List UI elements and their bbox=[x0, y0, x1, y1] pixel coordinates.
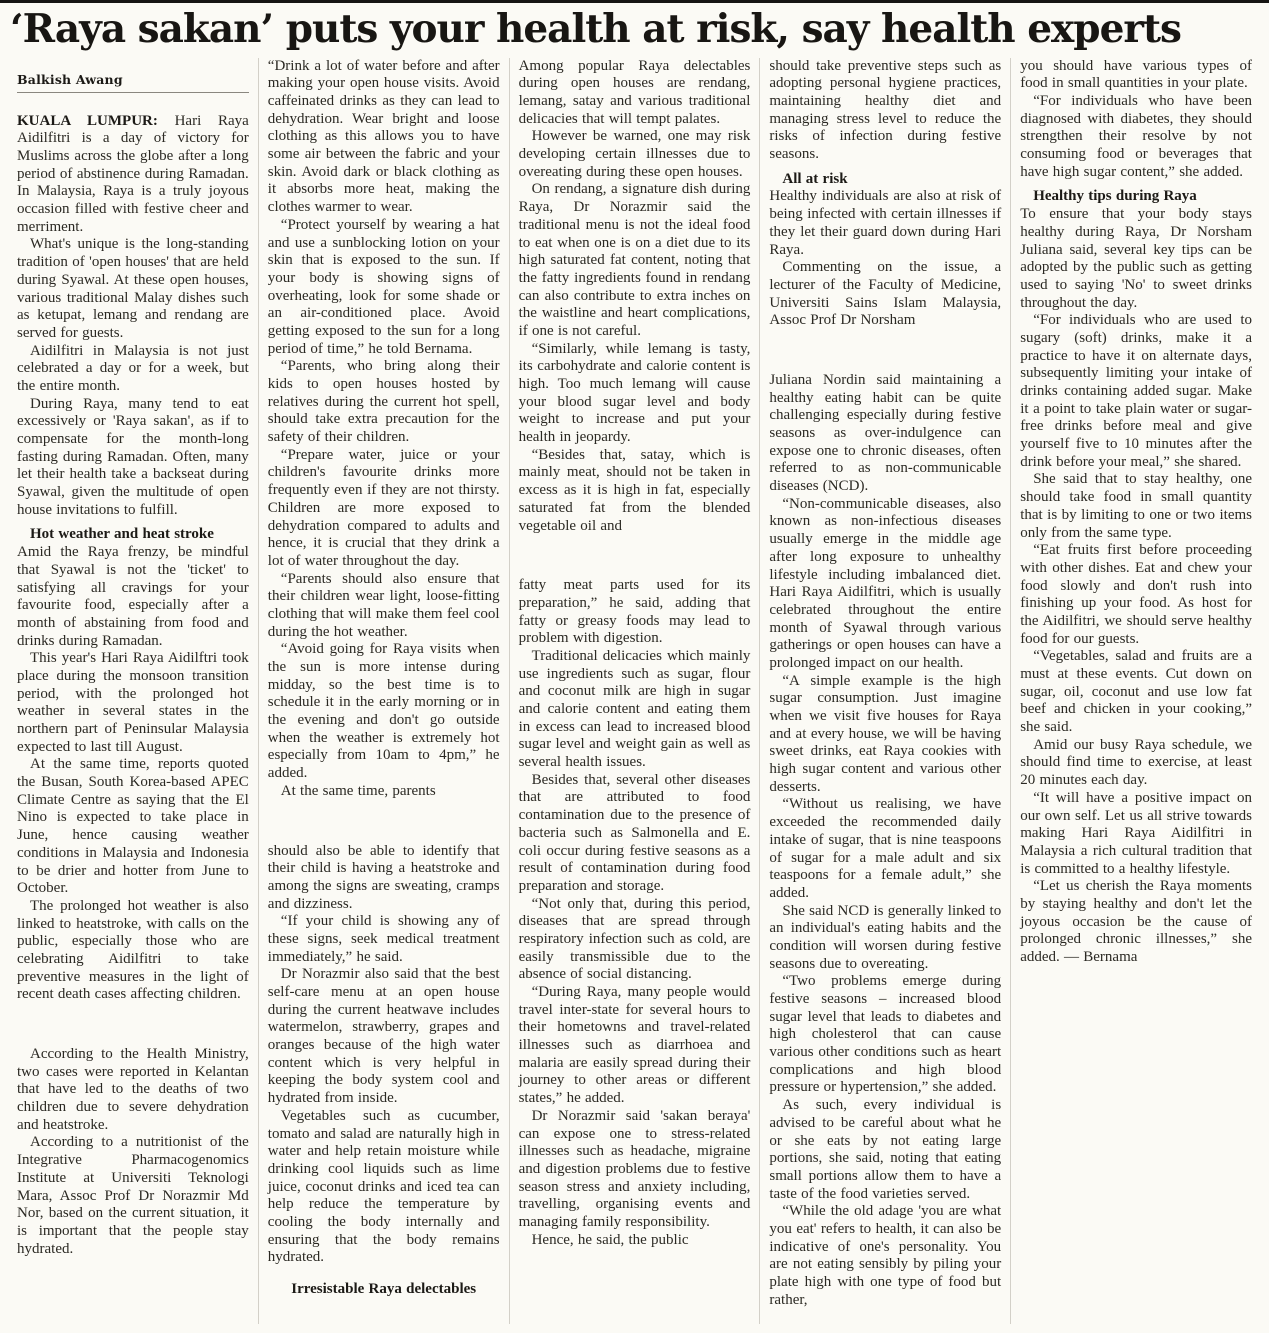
subheading: Healthy tips during Raya bbox=[1033, 188, 1197, 205]
paragraph: She said NCD is generally linked to an individual's eating habits and the condition will worsen during festive seasons due to overeating. bbox=[769, 902, 1002, 972]
subheading: Hot weather and heat stroke bbox=[30, 526, 214, 543]
paragraph: However be warned, one may risk developing certain illnesses due to overeating during these open houses. bbox=[518, 128, 751, 180]
paragraph: “Two problems emerge during festive seasons – increased blood sugar level that leads to diabetes and high cholesterol that can cause various other conditions such as heart complications and high blood pressure or hypertension,” she added. bbox=[769, 973, 1002, 1096]
paragraph: Among popular Raya delectables during open houses are rendang, lemang, satay and various traditional delicacies that will tempt palates. bbox=[518, 57, 751, 127]
column-3 bbox=[510, 58, 761, 1324]
paragraph: Juliana Nordin said maintaining a healthy eating habit can be quite challenging especially during festive seasons as over-indulgence can expose one to chronic diseases, often referred to as non-communicable diseases (NCD). bbox=[769, 371, 1002, 495]
paragraph: “Prepare water, juice or your children's favourite drinks more frequently even if they are not thirsty. Children are more exposed to dehydration compared to adults and hence, it is crucial that they drink a lot of water throughout the day. bbox=[267, 446, 500, 569]
paragraph: “It will have a positive impact on our own self. Let us all strive towards making Hari Raya Aidilfitri in Malaysia a rich cultural tradition that is committed to a healthy lifestyle. bbox=[1020, 789, 1252, 877]
paragraph: you should have various types of food in small quantities in your plate. bbox=[1020, 57, 1252, 92]
paragraph: “Avoid going for Raya visits when the sun is more intense during midday, so the best time is to schedule it in the early morning or in the evening and don't go outside when the weather is extremely hot especially from 10am to 4pm,” he added. bbox=[267, 641, 500, 782]
column-4-text bbox=[769, 58, 1001, 1310]
column-4 bbox=[760, 58, 1011, 1324]
paragraph: Amid the Raya frenzy, be mindful that Syawal is not the 'ticket' to satisfying all cravings for your favourite food, especially after a month of abstaining from food and drinks during Ramadan. bbox=[17, 544, 249, 649]
paragraph: As such, every individual is advised to be careful about what he or she eats by not eating large portions, she said, noting that eating small portions allow them to have a taste of the food varieties served. bbox=[769, 1097, 1002, 1202]
image-gap bbox=[769, 330, 1001, 372]
paragraph: “Not only that, during this period, diseases that are spread through respiratory infection such as cold, are easily transmissible due to the absence of social distancing. bbox=[518, 895, 751, 983]
article-headline: ‘Raya sakan’ puts your health at risk, say health experts bbox=[10, 6, 1181, 52]
image-gap bbox=[17, 1004, 249, 1046]
paragraph: Hence, he said, the public bbox=[531, 1231, 689, 1248]
paragraph: At the same time, reports quoted the Busan, South Korea-based APEC Climate Centre as saying that the El Nino is expected to take place in June, hence causing weather conditions in Malaysia and Indonesia to be drier and hotter from June to October. bbox=[17, 756, 249, 897]
paragraph: should take preventive steps such as adopting personal hygiene practices, maintaining healthy diet and managing stress level to reduce the risks of infection during festive seasons. bbox=[769, 57, 1002, 163]
paragraph: According to a nutritionist of the Integrative Pharmacogenomics Institute at Universiti Teknologi Mara, Assoc Prof Dr Norazmir Md Nor, based on the current situation, it is important that the people stay hydrated. bbox=[17, 1134, 249, 1257]
paragraph: Dr Norazmir said 'sakan beraya' can expose one to stress-related illnesses such as headache, migraine and digestion problems due to festive season stress and anxiety including, travelling, organising events and managing family responsibility. bbox=[518, 1107, 751, 1230]
paragraph: “Protect yourself by wearing a hat and use a sunblocking lotion on your skin that is exposed to the sun. If your body is showing signs of overheating, look for some shade or an air-conditioned place. Avoid getting exposed to the sun for a long period of time,” he told Bernama. bbox=[267, 216, 500, 357]
paragraph: Dr Norazmir also said that the best self-care menu at an open house during the current heatwave includes watermelon, strawberry, grapes and oranges because of the high water content which is very helpful in keeping the body system cool and hydrated from inside. bbox=[267, 966, 500, 1107]
image-gap bbox=[519, 535, 751, 577]
column-2 bbox=[259, 58, 510, 1324]
paragraph: According to the Health Ministry, two cases were reported in Kelantan that have led to the deaths of two children due to severe dehydration and heatstroke. bbox=[17, 1046, 249, 1133]
paragraph: During Raya, many tend to eat excessively or 'Raya sakan', as if to compensate for the month-long fasting during Ramadan. Often, many let their health take a backseat during Syawal, given the multitude of open house invitations to fulfill. bbox=[17, 395, 249, 518]
paragraph: “Drink a lot of water before and after making your open house visits. Avoid caffeinated drinks as they can lead to dehydration. Wear bright and loose clothing as this allows you to have some air between the fabric and your skin. Avoid dark or black clothing as it absorbs more heat, making the clothes warmer to wear. bbox=[267, 57, 500, 216]
paragraph: The prolonged hot weather is also linked to heatstroke, with calls on the public, especially those who are celebrating Aidilfitri to take preventive measures in the light of recent death cases affecting children. bbox=[17, 897, 249, 1003]
article-body bbox=[0, 54, 1269, 1324]
paragraph: KUALA LUMPUR: Hari Raya Aidilfitri is a day of victory for Muslims across the globe after a long period of abstinence during Ramadan. In Malaysia, Raya is a truly joyous occasion filled with festive cheer and merriment. bbox=[17, 112, 249, 235]
paragraph: “A simple example is the high sugar consumption. Just imagine when we visit five houses for Raya and at every house, we will be having sweet drinks, eat Raya cookies with high sugar content and various other desserts. bbox=[769, 672, 1002, 795]
subheading: All at risk bbox=[782, 170, 848, 187]
paragraph: “Parents should also ensure that their children wear light, loose-fitting clothing that will make them feel cool during the hot weather. bbox=[267, 570, 500, 640]
paragraph: “Vegetables, salad and fruits are a must at these events. Cut down on sugar, oil, coconut and use low fat beef and chicken in your cooking,” she said. bbox=[1020, 648, 1252, 736]
image-gap bbox=[268, 801, 500, 843]
paragraph: Healthy individuals are also at risk of being infected with certain illnesses if they let their guard down during Hari Raya. bbox=[769, 188, 1002, 258]
paragraph: Commenting on the issue, a lecturer of the Faculty of Medicine, Universiti Sains Islam Malaysia, Assoc Prof Dr Norsham bbox=[769, 259, 1002, 329]
paragraph: Aidilfitri in Malaysia is not just celebrated a day or for a week, but the entire month. bbox=[17, 342, 249, 394]
paragraph: To ensure that your body stays healthy during Raya, Dr Norsham Juliana said, several key tips can be adopted by the public such as getting used to saying 'No' to sweet drinks throughout the day. bbox=[1020, 206, 1252, 311]
column-2-text bbox=[268, 58, 500, 1299]
byline bbox=[17, 72, 249, 93]
paragraph: This year's Hari Raya Aidilftri took place during the monsoon transition period, with the prolonged hot weather in several states in the northern part of Peninsular Malaysia expected to last till August. bbox=[17, 650, 249, 755]
paragraph: Traditional delicacies which mainly use ingredients such as sugar, flour and coconut milk are high in sugar and calorie content and eating them in excess can lead to increased blood sugar level and weight gain as well as several health issues. bbox=[518, 647, 751, 771]
paragraph: “Let us cherish the Raya moments by staying healthy and don't let the joyous occasion be the cause of prolonged chronic illnesses,” she added. — Bernama bbox=[1020, 878, 1252, 966]
paragraph: “Parents, who bring along their kids to open houses hosted by relatives during the current hot spell, should take extra precaution for the safety of their children. bbox=[267, 358, 500, 446]
paragraph: “Non-communicable diseases, also known as non-infectious diseases usually emerge in the middle age after long exposure to unhealthy lifestyle including imbalanced diet. Hari Raya Aidilfitri, which is usually celebrated throughout the entire month of Syawal through various gatherings or open houses can have a prolonged impact on our health. bbox=[769, 495, 1002, 671]
paragraph: “If your child is showing any of these signs, seek medical treatment immediately,” he said. bbox=[267, 913, 500, 965]
paragraph: What's unique is the long-standing tradition of 'open houses' that are held during Syawal. At these open houses, various traditional Malay dishes such as ketupat, lemang and rendang are served for guests. bbox=[17, 236, 249, 341]
column-5 bbox=[1011, 58, 1261, 1324]
paragraph: At the same time, parents bbox=[280, 782, 436, 799]
paragraph: “During Raya, many people would travel inter-state for several hours to their hometowns and travel-related illnesses such as diarrhoea and malaria are easily spread during their journey to other areas or different states,” he added. bbox=[518, 984, 751, 1107]
column-1-text bbox=[17, 113, 249, 1259]
paragraph: should also be able to identify that their child is having a heatstroke and among the signs are sweating, cramps and dizziness. bbox=[267, 842, 500, 912]
column-3-text bbox=[519, 58, 751, 1250]
column-1 bbox=[8, 58, 259, 1324]
paragraph: “Besides that, satay, which is mainly meat, should not be taken in excess as it is high in fat, especially saturated fat from the blended vegetable oil and bbox=[518, 446, 751, 534]
paragraph: Vegetables such as cucumber, tomato and salad are naturally high in water and help retain moisture while drinking cool liquids such as lime juice, coconut drinks and iced tea can help reduce the temperature by cooling the body internally and ensuring that the body remains hydrated. bbox=[267, 1107, 500, 1266]
paragraph: She said that to stay healthy, one should take food in small quantity that is by limiting to one or two items only from the same type. bbox=[1020, 471, 1252, 541]
column-5-text bbox=[1020, 58, 1252, 967]
paragraph: “Eat fruits first before proceeding with other dishes. Eat and chew your food slowly and don't rush into finishing up your food. As host for the Aidilfitri, we should serve healthy food for our guests. bbox=[1020, 542, 1252, 647]
paragraph: Besides that, several other diseases that are attributed to food contamination due to the presence of bacteria such as Salmonella and E. coli occur during festive seasons as a result of contamination during food preparation and storage. bbox=[518, 771, 751, 894]
paragraph: “For individuals who are used to sugary (soft) drinks, make it a practice to have it on alternate days, subsequently limiting your intake of drinks containing added sugar. Make it a point to take plain water or sugar-free drinks before meal and give yourself five to 10 minutes after the drink before your meal,” she shared. bbox=[1020, 312, 1252, 470]
paragraph: On rendang, a signature dish during Raya, Dr Norazmir said the traditional menu is not the ideal food to eat when one is on a diet due to its high saturated fat content, noting that the fatty ingredients found in rendang can also contribute to extra inches on the waistline and heart complications, if one is not careful. bbox=[518, 181, 751, 339]
paragraph: “For individuals who have been diagnosed with diabetes, they should strengthen their resolve by not consuming food or beverages that have high sugar content,” she added. bbox=[1020, 93, 1252, 180]
subheading: Irresistable Raya delectables bbox=[291, 1281, 477, 1298]
paragraph: “Without us realising, we have exceeded the recommended daily intake of sugar, that is nine teaspoons of sugar for a male adult and six teaspoons for a female adult,” she added. bbox=[769, 796, 1002, 901]
paragraph: “While the old adage 'you are what you eat' refers to health, it can also be indicative of one's personality. You are not eating sensibly by piling your plate high with one type of food but rather, bbox=[769, 1203, 1002, 1308]
paragraph: “Similarly, while lemang is tasty, its carbohydrate and calorie content is high. Too much lemang will cause your blood sugar level and body weight to increase and put your health in jeopardy. bbox=[518, 340, 751, 446]
paragraph: Amid our busy Raya schedule, we should find time to exercise, at least 20 minutes each day. bbox=[1020, 736, 1252, 789]
paragraph: fatty meat parts used for its preparation,” he said, adding that fatty or greasy foods may lead to problem with digestion. bbox=[518, 577, 751, 647]
byline-author: Balkish Awang bbox=[17, 72, 249, 93]
